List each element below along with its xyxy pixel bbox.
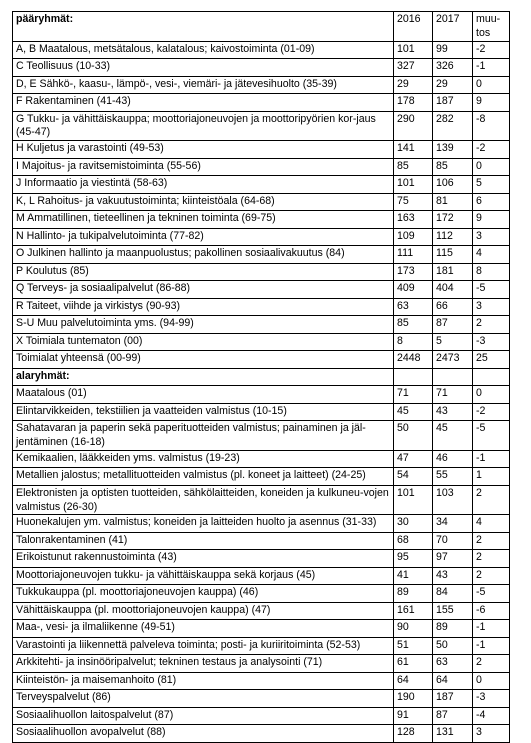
row-label: C Teollisuus (10-33) [13, 59, 394, 77]
sub-group-row [13, 707, 510, 725]
value-2017: 46 [433, 450, 473, 468]
main-group-row [13, 298, 510, 316]
value-2016: 95 [394, 550, 433, 568]
main-group-row [13, 246, 510, 264]
row-label: G Tukku- ja vähittäiskauppa; moottoriajoneuvojen ja moottoripyörien kor-jaus (45-47) [13, 111, 394, 141]
main-group-row [13, 176, 510, 194]
value-2016: 327 [394, 59, 433, 77]
column-header-change: muu-tos [473, 12, 510, 42]
value-2017: 50 [433, 637, 473, 655]
value-change: -3 [473, 690, 510, 708]
sub-group-row [13, 386, 510, 404]
value-2016: 190 [394, 690, 433, 708]
main-group-row [13, 41, 510, 59]
row-label: Maa-, vesi- ja ilmaliikenne (49-51) [13, 620, 394, 638]
row-label: Talonrakentaminen (41) [13, 532, 394, 550]
row-label: R Taiteet, viihde ja virkistys (90-93) [13, 298, 394, 316]
row-label: Varastointi ja liikennettä palveleva toiminta; posti- ja kuriiritoiminta (52-53) [13, 637, 394, 655]
sub-group-row [13, 585, 510, 603]
value-change: -3 [473, 333, 510, 351]
sub-group-row [13, 637, 510, 655]
value-2017: 115 [433, 246, 473, 264]
main-group-row [13, 94, 510, 112]
value-change: -2 [473, 403, 510, 421]
value-change: 2 [473, 316, 510, 334]
row-label: X Toimiala tuntematon (00) [13, 333, 394, 351]
row-label: S-U Muu palvelutoiminta yms. (94-99) [13, 316, 394, 334]
main-group-row [13, 211, 510, 229]
value-2017: 112 [433, 228, 473, 246]
value-2016: 41 [394, 567, 433, 585]
value-2017: 326 [433, 59, 473, 77]
main-group-row [13, 228, 510, 246]
value-change: 4 [473, 515, 510, 533]
empty-cell [433, 368, 473, 386]
value-2017: 87 [433, 707, 473, 725]
value-2016: 51 [394, 637, 433, 655]
value-2016: 409 [394, 281, 433, 299]
industry-statistics-table [12, 11, 510, 743]
value-change: 2 [473, 550, 510, 568]
value-2016: 141 [394, 141, 433, 159]
row-label: Maatalous (01) [13, 386, 394, 404]
sub-group-row [13, 450, 510, 468]
value-2017: 187 [433, 94, 473, 112]
value-change: -5 [473, 281, 510, 299]
table-body [13, 12, 510, 743]
value-2017: 63 [433, 655, 473, 673]
row-label: K, L Rahoitus- ja vakuutustoiminta; kiinteistöala (64-68) [13, 193, 394, 211]
value-2017: 87 [433, 316, 473, 334]
value-change: 2 [473, 532, 510, 550]
value-2016: 101 [394, 485, 433, 515]
value-2016: 45 [394, 403, 433, 421]
value-change: -2 [473, 41, 510, 59]
value-2016: 178 [394, 94, 433, 112]
sub-group-row [13, 468, 510, 486]
value-change: 3 [473, 298, 510, 316]
value-change: -8 [473, 111, 510, 141]
value-2016: 47 [394, 450, 433, 468]
value-change: 2 [473, 655, 510, 673]
value-change: -5 [473, 585, 510, 603]
value-change: 8 [473, 263, 510, 281]
main-group-row [13, 111, 510, 141]
value-2017: 155 [433, 602, 473, 620]
sub-groups-heading: alaryhmät: [13, 368, 394, 386]
value-change: -2 [473, 141, 510, 159]
value-change: 0 [473, 672, 510, 690]
column-header-2016: 2016 [394, 12, 433, 42]
table-container [12, 11, 510, 743]
empty-cell [473, 368, 510, 386]
value-2016: 101 [394, 176, 433, 194]
row-label: O Julkinen hallinto ja maanpuolustus; pakollinen sosiaalivakuutus (84) [13, 246, 394, 264]
value-2016: 161 [394, 602, 433, 620]
value-change: 5 [473, 176, 510, 194]
row-label: Kemikaalien, lääkkeiden yms. valmistus (19-23) [13, 450, 394, 468]
column-header-2017: 2017 [433, 12, 473, 42]
sub-group-row [13, 532, 510, 550]
value-2017: 97 [433, 550, 473, 568]
row-label: N Hallinto- ja tukipalvelutoiminta (77-82) [13, 228, 394, 246]
value-2016: 109 [394, 228, 433, 246]
sub-group-row [13, 485, 510, 515]
value-2016: 61 [394, 655, 433, 673]
row-label: A, B Maatalous, metsätalous, kalatalous; kaivostoiminta (01-09) [13, 41, 394, 59]
value-2016: 71 [394, 386, 433, 404]
main-group-row [13, 193, 510, 211]
sub-header-row [13, 368, 510, 386]
main-group-row [13, 351, 510, 369]
value-change: -1 [473, 620, 510, 638]
row-label: I Majoitus- ja ravitsemistoiminta (55-56) [13, 158, 394, 176]
main-group-row [13, 76, 510, 94]
value-change: -4 [473, 707, 510, 725]
row-label: Sosiaalihuollon laitospalvelut (87) [13, 707, 394, 725]
row-label: Terveyspalvelut (86) [13, 690, 394, 708]
value-2017: 70 [433, 532, 473, 550]
value-change: -1 [473, 59, 510, 77]
value-2017: 71 [433, 386, 473, 404]
value-2017: 45 [433, 421, 473, 451]
row-label: F Rakentaminen (41-43) [13, 94, 394, 112]
main-header-row [13, 12, 510, 42]
value-2016: 64 [394, 672, 433, 690]
row-label: P Koulutus (85) [13, 263, 394, 281]
row-label: Erikoistunut rakennustoiminta (43) [13, 550, 394, 568]
value-2016: 8 [394, 333, 433, 351]
value-2017: 99 [433, 41, 473, 59]
value-change: 4 [473, 246, 510, 264]
value-2017: 282 [433, 111, 473, 141]
row-label: Vähittäiskauppa (pl. moottoriajoneuvojen kauppa) (47) [13, 602, 394, 620]
row-label: D, E Sähkö-, kaasu-, lämpö-, vesi-, viemäri- ja jätevesihuolto (35-39) [13, 76, 394, 94]
main-group-row [13, 333, 510, 351]
value-2017: 181 [433, 263, 473, 281]
value-2016: 30 [394, 515, 433, 533]
sub-group-row [13, 421, 510, 451]
value-2016: 68 [394, 532, 433, 550]
value-2017: 64 [433, 672, 473, 690]
value-2016: 85 [394, 316, 433, 334]
value-2017: 5 [433, 333, 473, 351]
value-change: -6 [473, 602, 510, 620]
value-2016: 90 [394, 620, 433, 638]
row-label: Sosiaalihuollon avopalvelut (88) [13, 725, 394, 743]
value-2016: 2448 [394, 351, 433, 369]
sub-group-row [13, 567, 510, 585]
main-group-row [13, 141, 510, 159]
value-2017: 172 [433, 211, 473, 229]
value-change: 1 [473, 468, 510, 486]
sub-group-row [13, 602, 510, 620]
row-label: Tukkukauppa (pl. moottoriajoneuvojen kauppa) (46) [13, 585, 394, 603]
value-2016: 128 [394, 725, 433, 743]
sub-group-row [13, 725, 510, 743]
value-2016: 290 [394, 111, 433, 141]
value-change: -1 [473, 450, 510, 468]
value-2016: 173 [394, 263, 433, 281]
row-label: Q Terveys- ja sosiaalipalvelut (86-88) [13, 281, 394, 299]
value-2017: 187 [433, 690, 473, 708]
value-2016: 50 [394, 421, 433, 451]
value-2016: 54 [394, 468, 433, 486]
row-label: Metallien jalostus; metallituotteiden valmistus (pl. koneet ja laitteet) (24-25) [13, 468, 394, 486]
value-2016: 163 [394, 211, 433, 229]
value-change: -5 [473, 421, 510, 451]
value-2017: 404 [433, 281, 473, 299]
value-2016: 85 [394, 158, 433, 176]
value-2017: 29 [433, 76, 473, 94]
sub-group-row [13, 403, 510, 421]
sub-group-row [13, 672, 510, 690]
value-2017: 131 [433, 725, 473, 743]
value-2016: 63 [394, 298, 433, 316]
main-group-row [13, 316, 510, 334]
value-2016: 75 [394, 193, 433, 211]
value-2016: 91 [394, 707, 433, 725]
value-2016: 101 [394, 41, 433, 59]
value-2017: 106 [433, 176, 473, 194]
value-change: 0 [473, 158, 510, 176]
value-change: 3 [473, 228, 510, 246]
empty-cell [394, 368, 433, 386]
value-2016: 89 [394, 585, 433, 603]
value-change: 9 [473, 94, 510, 112]
value-2017: 85 [433, 158, 473, 176]
sub-group-row [13, 550, 510, 568]
row-label: Elintarvikkeiden, tekstiilien ja vaatteiden valmistus (10-15) [13, 403, 394, 421]
value-change: 0 [473, 76, 510, 94]
sub-group-row [13, 655, 510, 673]
value-2017: 43 [433, 567, 473, 585]
row-label: Moottoriajoneuvojen tukku- ja vähittäiskauppa sekä korjaus (45) [13, 567, 394, 585]
row-label: H Kuljetus ja varastointi (49-53) [13, 141, 394, 159]
value-2017: 103 [433, 485, 473, 515]
value-2017: 43 [433, 403, 473, 421]
row-label: Arkkitehti- ja insinööripalvelut; tekninen testaus ja analysointi (71) [13, 655, 394, 673]
value-change: 6 [473, 193, 510, 211]
value-2017: 66 [433, 298, 473, 316]
main-group-row [13, 263, 510, 281]
value-change: -1 [473, 637, 510, 655]
main-group-row [13, 281, 510, 299]
row-label: J Informaatio ja viestintä (58-63) [13, 176, 394, 194]
value-2017: 139 [433, 141, 473, 159]
sub-group-row [13, 620, 510, 638]
value-change: 2 [473, 567, 510, 585]
value-2017: 81 [433, 193, 473, 211]
row-label: Huonekalujen ym. valmistus; koneiden ja laitteiden huolto ja asennus (31-33) [13, 515, 394, 533]
value-change: 25 [473, 351, 510, 369]
value-2017: 89 [433, 620, 473, 638]
row-label: Kiinteistön- ja maisemanhoito (81) [13, 672, 394, 690]
main-group-row [13, 158, 510, 176]
value-2017: 2473 [433, 351, 473, 369]
row-label: Toimialat yhteensä (00-99) [13, 351, 394, 369]
value-2017: 55 [433, 468, 473, 486]
sub-group-row [13, 515, 510, 533]
value-change: 0 [473, 386, 510, 404]
row-label: Sahatavaran ja paperin sekä paperituotteiden valmistus; painaminen ja jäl-jentäminen (16-18) [13, 421, 394, 451]
row-label: Elektronisten ja optisten tuotteiden, sähkölaitteiden, koneiden ja kulkuneu-vojen valmistus (26-30) [13, 485, 394, 515]
value-2017: 84 [433, 585, 473, 603]
value-change: 2 [473, 485, 510, 515]
value-change: 9 [473, 211, 510, 229]
row-label: M Ammatillinen, tieteellinen ja tekninen toiminta (69-75) [13, 211, 394, 229]
value-2017: 34 [433, 515, 473, 533]
sub-group-row [13, 690, 510, 708]
value-change: 3 [473, 725, 510, 743]
value-2016: 29 [394, 76, 433, 94]
main-groups-heading: pääryhmät: [13, 12, 394, 42]
main-group-row [13, 59, 510, 77]
value-2016: 111 [394, 246, 433, 264]
